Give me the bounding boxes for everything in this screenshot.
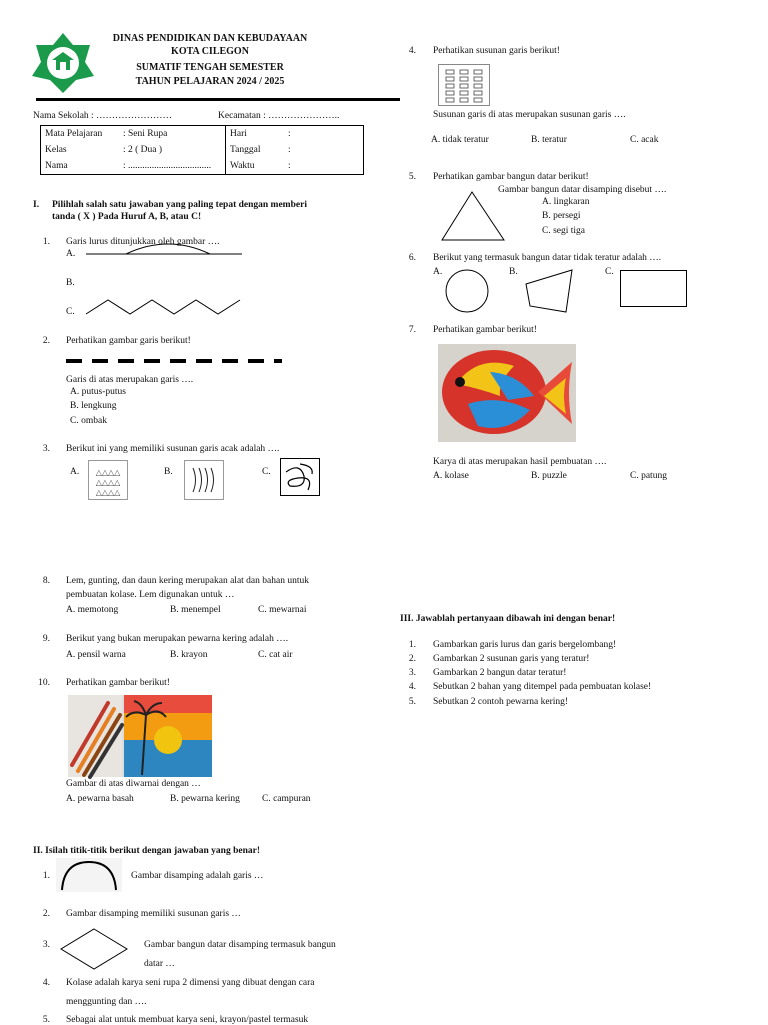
s3-item4-text: Sebutkan 2 bahan yang ditempel pada pembuatan kolase! bbox=[433, 682, 652, 692]
q8-text-2: pembuatan kolase. Lem digunakan untuk … bbox=[66, 590, 235, 600]
arc-line-drawing-icon bbox=[56, 858, 122, 892]
q2-option-a: A. putus-putus bbox=[70, 387, 126, 397]
q10-option-c: C. campuran bbox=[262, 794, 311, 804]
q5-option-c: C. segi tiga bbox=[542, 226, 586, 236]
s2-item3-number: 3. bbox=[42, 940, 50, 950]
q1-option-c: C. bbox=[66, 307, 75, 317]
class-value: : 2 ( Dua ) bbox=[119, 142, 226, 158]
vertical-curves-card-icon bbox=[184, 460, 224, 500]
s3-item3-text: Gambarkan 2 bangun datar teratur! bbox=[433, 668, 567, 678]
q5-text: Perhatikan gambar bangun datar berikut! bbox=[433, 172, 589, 182]
q6-option-a: A. bbox=[433, 267, 443, 277]
q5-number: 5. bbox=[408, 172, 416, 182]
s2-item1-text: Gambar disamping adalah garis … bbox=[131, 871, 264, 881]
s2-item2-number: 2. bbox=[42, 909, 50, 919]
q4-option-a: A. tidak teratur bbox=[431, 135, 489, 145]
s2-item5-number: 5. bbox=[42, 1015, 50, 1025]
q6-text: Berikut yang termasuk bangun datar tidak teratur adalah …. bbox=[433, 253, 662, 263]
q7-stem: Karya di atas merupakan hasil pembuatan …. bbox=[433, 457, 607, 467]
q7-text: Perhatikan gambar berikut! bbox=[433, 325, 537, 335]
header-line-4: TAHUN PELAJARAN 2024 / 2025 bbox=[135, 76, 285, 87]
q1-text: Garis lurus ditunjukkan oleh gambar …. bbox=[66, 237, 220, 247]
q6-number: 6. bbox=[408, 253, 416, 263]
svg-text:△△△△: △△△△ bbox=[95, 478, 121, 487]
zigzag-line-drawing-icon bbox=[86, 298, 246, 320]
s2-item4-text-2: menggunting dan …. bbox=[66, 997, 147, 1007]
q5-option-b: B. persegi bbox=[542, 211, 581, 221]
s3-item5-number: 5. bbox=[408, 697, 416, 707]
q10-option-a: A. pewarna basah bbox=[66, 794, 134, 804]
name-value: : ................................... bbox=[119, 158, 226, 175]
s3-item2-text: Gambarkan 2 susunan garis yang teratur! bbox=[433, 654, 590, 664]
day-label: Hari bbox=[230, 129, 247, 139]
q10-option-b: B. pewarna kering bbox=[170, 794, 240, 804]
irregular-quad-shape-icon bbox=[522, 268, 576, 314]
scribble-card-icon bbox=[280, 458, 320, 496]
triangle-pattern-card-icon bbox=[88, 460, 128, 500]
grid-pattern-card-icon bbox=[438, 64, 490, 106]
q10-text: Perhatikan gambar berikut! bbox=[66, 678, 170, 688]
q2-stem: Garis di atas merupakan garis …. bbox=[66, 375, 194, 385]
s3-item1-number: 1. bbox=[408, 640, 416, 650]
s3-item3-number: 3. bbox=[408, 668, 416, 678]
header-line-1: DINAS PENDIDIKAN DAN KEBUDAYAAN bbox=[112, 33, 308, 44]
q9-number: 9. bbox=[42, 634, 50, 644]
time-value: : bbox=[288, 161, 291, 171]
q4-option-c: C. acak bbox=[630, 135, 659, 145]
q9-text: Berikut yang bukan merupakan pewarna kering adalah …. bbox=[66, 634, 289, 644]
s2-item4-text-1: Kolase adalah karya seni rupa 2 dimensi yang dibuat dengan cara bbox=[66, 978, 315, 988]
dashed-line-drawing-icon bbox=[66, 357, 286, 365]
svg-text:△△△△: △△△△ bbox=[95, 488, 121, 497]
q2-option-c: C. ombak bbox=[70, 416, 107, 426]
q8-number: 8. bbox=[42, 576, 50, 586]
name-label: Nama bbox=[45, 161, 68, 171]
s3-item5-text: Sebutkan 2 contoh pewarna kering! bbox=[433, 697, 569, 707]
section3-title: III. Jawablah pertanyaan dibawah ini dengan benar! bbox=[400, 614, 616, 624]
q8-option-b: B. menempel bbox=[170, 605, 221, 615]
s2-item2-text: Gambar disamping memiliki susunan garis … bbox=[66, 909, 241, 919]
identity-table bbox=[40, 125, 364, 175]
q6-option-c: C. bbox=[605, 267, 614, 277]
q3-option-c: C. bbox=[262, 467, 271, 477]
q3-text: Berikut ini yang memiliki susunan garis acak adalah …. bbox=[66, 444, 280, 454]
s2-item3-text-1: Gambar bangun datar disamping termasuk bangun bbox=[144, 940, 336, 950]
s2-item5-text: Sebagai alat untuk membuat karya seni, krayon/pastel termasuk bbox=[66, 1015, 309, 1025]
district-field: Kecamatan : ………………….. bbox=[218, 111, 340, 121]
q3-option-b: B. bbox=[164, 467, 173, 477]
header-line-3: SUMATIF TENGAH SEMESTER bbox=[136, 62, 284, 73]
time-label: Waktu bbox=[230, 161, 255, 171]
q7-number: 7. bbox=[408, 325, 416, 335]
q2-number: 2. bbox=[42, 336, 50, 346]
q7-option-a: A. kolase bbox=[433, 471, 469, 481]
s3-item4-number: 4. bbox=[408, 682, 416, 692]
s3-item1-text: Gambarkan garis lurus dan garis bergelombang! bbox=[433, 640, 617, 650]
school-field: Nama Sekolah : …………………… bbox=[33, 111, 173, 121]
s2-item1-number: 1. bbox=[42, 871, 50, 881]
date-value: : bbox=[288, 145, 291, 155]
pencils-sunset-image-icon bbox=[68, 695, 212, 777]
q1-option-b: B. bbox=[66, 278, 75, 288]
q10-number: 10. bbox=[38, 678, 50, 688]
class-label: Kelas bbox=[45, 145, 67, 155]
header-rule bbox=[36, 98, 400, 101]
q4-stem: Susunan garis di atas merupakan susunan garis …. bbox=[433, 110, 626, 120]
q8-option-a: A. memotong bbox=[66, 605, 119, 615]
q4-text: Perhatikan susunan garis berikut! bbox=[433, 46, 560, 56]
diamond-shape-icon bbox=[60, 928, 128, 970]
fish-collage-image-icon bbox=[438, 344, 576, 442]
q2-text: Perhatikan gambar garis berikut! bbox=[66, 336, 191, 346]
q3-number: 3. bbox=[42, 444, 50, 454]
section1-number: I. bbox=[33, 200, 40, 210]
q4-number: 4. bbox=[408, 46, 416, 56]
q8-option-c: C. mewarnai bbox=[258, 605, 307, 615]
straight-line-drawing-icon bbox=[86, 240, 246, 260]
header-line-2: KOTA CILEGON bbox=[171, 46, 249, 57]
q9-option-b: B. krayon bbox=[170, 650, 208, 660]
q5-stem: Gambar bangun datar disamping disebut …. bbox=[498, 185, 667, 195]
q2-option-b: B. lengkung bbox=[70, 401, 117, 411]
section1-instruction-2: tanda ( X ) Pada Huruf A, B, atau C! bbox=[52, 212, 202, 222]
q4-option-b: B. teratur bbox=[531, 135, 567, 145]
subject-value: : Seni Rupa bbox=[119, 126, 226, 143]
section2-title: II. Isilah titik-titik berikut dengan jawaban yang benar! bbox=[33, 846, 260, 856]
s2-item3-text-2: datar … bbox=[144, 959, 175, 969]
section1-instruction-1: Pilihlah salah satu jawaban yang paling tepat dengan memberi bbox=[52, 200, 307, 210]
s3-item2-number: 2. bbox=[408, 654, 416, 664]
q9-option-a: A. pensil warna bbox=[66, 650, 126, 660]
q3-option-a: A. bbox=[70, 467, 80, 477]
s2-item4-number: 4. bbox=[42, 978, 50, 988]
triangle-shape-icon bbox=[440, 190, 506, 242]
date-label: Tanggal bbox=[230, 145, 261, 155]
q7-option-b: B. puzzle bbox=[531, 471, 567, 481]
day-value: : bbox=[288, 129, 291, 139]
q8-text-1: Lem, gunting, dan daun kering merupakan alat dan bahan untuk bbox=[66, 576, 309, 586]
q7-option-c: C. patung bbox=[630, 471, 667, 481]
circle-shape-icon bbox=[444, 268, 490, 314]
q1-option-a: A. bbox=[66, 249, 76, 259]
q9-option-c: C. cat air bbox=[258, 650, 293, 660]
q6-option-b: B. bbox=[509, 267, 518, 277]
rectangle-shape-icon bbox=[620, 270, 688, 308]
q1-number: 1. bbox=[42, 237, 50, 247]
q5-option-a: A. lingkaran bbox=[542, 197, 590, 207]
q10-stem: Gambar di atas diwarnai dengan … bbox=[66, 779, 201, 789]
svg-text:△△△△: △△△△ bbox=[95, 468, 121, 477]
subject-label: Mata Pelajaran bbox=[45, 129, 103, 139]
